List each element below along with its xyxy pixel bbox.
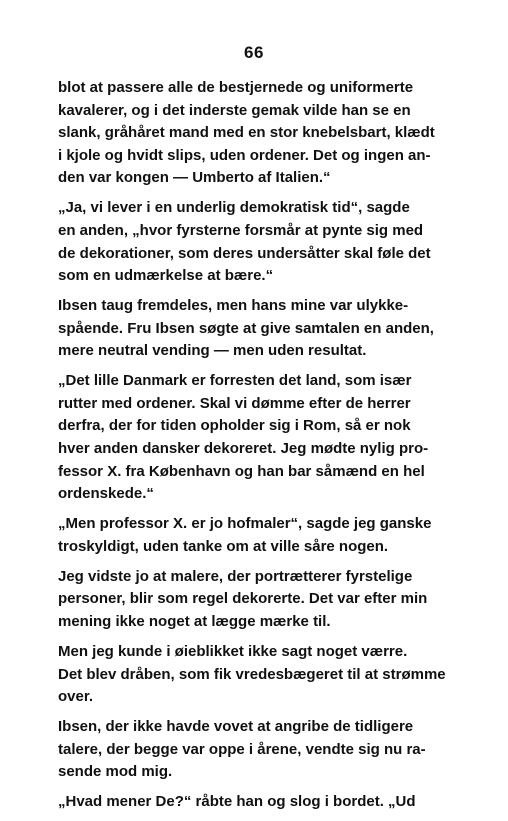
paragraph-7 bbox=[58, 641, 446, 709]
body-text bbox=[58, 77, 446, 821]
paragraph-9 bbox=[58, 791, 446, 814]
text-line: troskyldigt, uden tanke om at ville såre nogen. bbox=[58, 537, 389, 555]
text-line: ordenskede.“ bbox=[58, 485, 154, 503]
text-line: fessor X. fra København og han bar såmænd en hel bbox=[58, 462, 425, 480]
text-line: „Ja, vi lever i en underlig demokratisk tid“, sagde bbox=[58, 199, 410, 217]
paragraph-6 bbox=[58, 566, 446, 634]
text-line: slank, gråhåret mand med en stor knebelsbart, klædt bbox=[58, 124, 435, 142]
paragraph-2 bbox=[58, 197, 446, 287]
text-line: hver anden dansker dekoreret. Jeg mødte nylig pro- bbox=[58, 440, 429, 458]
text-line: blot at passere alle de bestjernede og uniformerte bbox=[58, 79, 414, 96]
text-line: over. bbox=[58, 688, 94, 706]
paragraph-5 bbox=[58, 513, 446, 558]
text-line: den var kongen — Umberto af Italien.“ bbox=[58, 169, 331, 187]
text-line: de dekorationer, som deres undersåtter skal føle det bbox=[58, 244, 431, 262]
text-line: i kjole og hvidt slips, uden ordener. Det og ingen an- bbox=[58, 146, 431, 164]
paragraph-4 bbox=[58, 370, 446, 506]
text-line: Men jeg kunde i øieblikket ikke sagt noget værre. bbox=[58, 643, 408, 660]
text-line: Jeg vidste jo at malere, der portrætterer fyrstelige bbox=[58, 567, 413, 585]
text-line: Ibsen taug fremdeles, men hans mine var ulykke- bbox=[58, 297, 409, 315]
page-number: 66 bbox=[244, 43, 264, 62]
text-line: sende mod mig. bbox=[58, 763, 173, 781]
text-line: derfra, der for tiden opholder sig i Rom, så er nok bbox=[58, 417, 411, 435]
text-line: „Det lille Danmark er forresten det land, som især bbox=[58, 372, 412, 390]
text-line: „Men professor X. er jo hofmaler“, sagde jeg ganske bbox=[58, 515, 432, 533]
text-line: spående. Fru Ibsen søgte at give samtalen en anden, bbox=[58, 319, 434, 337]
paragraph-3 bbox=[58, 295, 446, 363]
text-line: mening ikke noget at lægge mærke til. bbox=[58, 613, 331, 631]
text-line: rutter med ordener. Skal vi dømme efter de herrer bbox=[58, 394, 411, 412]
text-line: Ibsen, der ikke havde vovet at angribe de tidligere bbox=[58, 718, 414, 736]
text-line: Det blev dråben, som fik vredesbægeret til at strømme bbox=[58, 665, 446, 683]
text-line: som en udmærkelse at bære.“ bbox=[58, 267, 274, 285]
paragraph-8 bbox=[58, 716, 446, 784]
text-line: talere, der begge var oppe i årene, vendte sig nu ra- bbox=[58, 740, 426, 758]
text-line: personer, blir som regel dekorerte. Det var efter min bbox=[58, 590, 428, 608]
paragraph-1 bbox=[58, 77, 446, 190]
text-line: en anden, „hvor fyrsterne forsmår at pynte sig med bbox=[58, 221, 424, 239]
text-line: kavalerer, og i det inderste gemak vilde han se en bbox=[58, 101, 411, 119]
text-line: mere neutral vending — men uden resultat. bbox=[58, 342, 367, 360]
text-line: „Hvad mener De?“ råbte han og slog i bordet. „Ud bbox=[58, 793, 416, 811]
